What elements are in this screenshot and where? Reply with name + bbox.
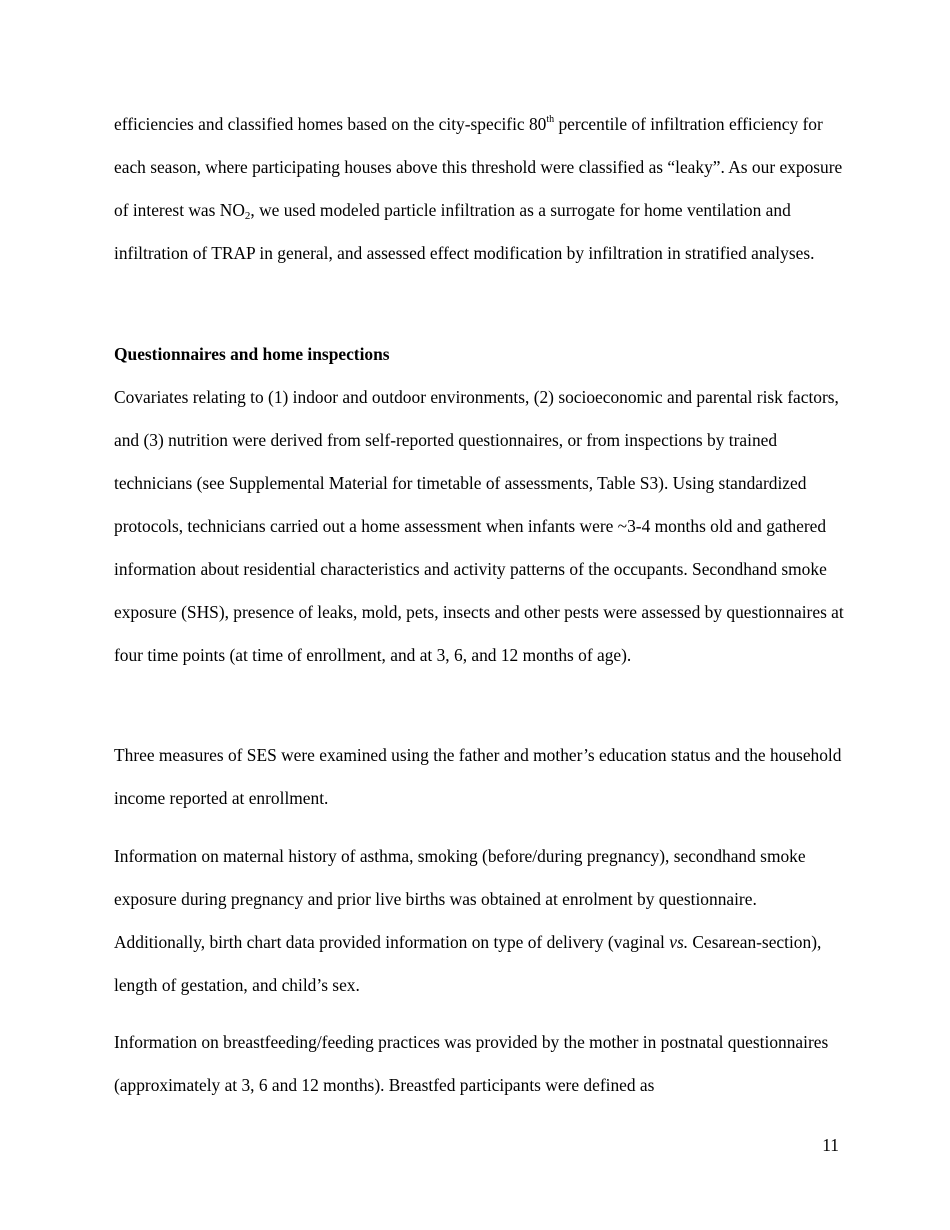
paragraph-infiltration-text-a: efficiencies and classified homes based on the city-specific 80 [114, 114, 547, 134]
paragraph-maternal-history [114, 835, 844, 1007]
paragraph-covariates: Covariates relating to (1) indoor and outdoor environments, (2) socioeconomic and parental risk factors, and (3) nutrition were derived from self-reported questionnaires, or from inspections by trained technicians (see Supplemental Material for timetable of assessments, Table S3). Using standardized protocols, technicians carried out a home assessment when infants were ~3-4 months old and gathered information about residential characteristics and activity patterns of the occupants. Secondhand smoke exposure (SHS), presence of leaks, mold, pets, insects and other pests were assessed by questionnaires at four time points (at time of enrollment, and at 3, 6, and 12 months of age). [114, 387, 844, 665]
paragraph-infiltration-text-c: , we used modeled particle infiltration as a surrogate for home ventilation and infiltration of TRAP in general, and assessed effect modification by infiltration in stratified analyses. [114, 200, 815, 263]
paragraph-infiltration [114, 103, 844, 275]
paragraph-breastfeeding: Information on breastfeeding/feeding practices was provided by the mother in postnatal questionnaires (approximately at 3, 6 and 12 months). Breastfed participants were defined as [114, 1032, 829, 1095]
superscript-th: th [546, 114, 555, 125]
paragraph-maternal-text-a: Information on maternal history of asthma, smoking (before/during pregnancy), secondhand smoke exposure during pregnancy and prior live births was obtained at enrolment by questionnaire. Additionally, birth chart data provided information on type of delivery (vaginal [114, 846, 806, 952]
paragraph-maternal-text-b: Cesarean-section), length of gestation, and child’s sex. [114, 932, 822, 995]
subscript-2: 2 [244, 210, 251, 222]
page-number: 11 [822, 1135, 839, 1155]
italic-vs: vs. [669, 932, 689, 952]
paragraph-infiltration-text-b: percentile of infiltration efficiency for each season, where participating houses above this threshold were classified as “leaky”. As our exposure of interest was NO [114, 114, 843, 220]
section-heading: Questionnaires and home inspections [114, 344, 390, 364]
paragraph-ses: Three measures of SES were examined using the father and mother’s education status and the household income reported at enrollment. [114, 745, 842, 808]
